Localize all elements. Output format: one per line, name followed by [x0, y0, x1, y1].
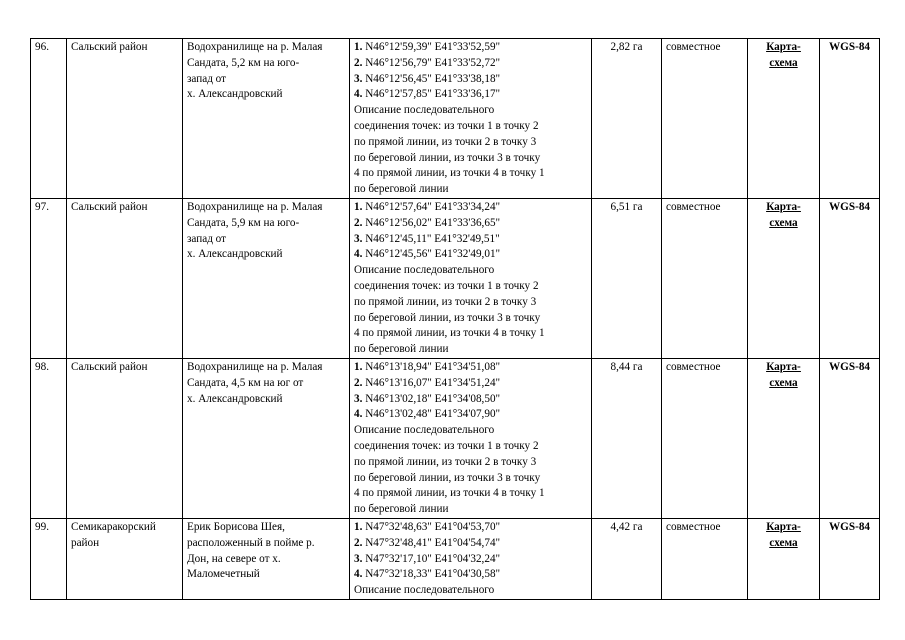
table-body	[31, 39, 880, 600]
description-line: Описание последовательного	[354, 584, 495, 597]
description-line: Описание последовательного	[354, 424, 495, 437]
map-link-line	[752, 360, 815, 376]
coordinate-line	[354, 200, 587, 216]
map-scheme-link[interactable]: Карта-	[766, 520, 801, 533]
point-number: 2.	[354, 376, 363, 389]
district-line: район	[71, 536, 100, 549]
coordinate-line	[354, 232, 587, 248]
object-line: Ерик Борисова Шея,	[187, 520, 285, 533]
object-line: Сандата, 5,2 км на юго-	[187, 56, 300, 69]
map-link-line	[752, 376, 815, 392]
map-link-cell	[748, 518, 820, 599]
description-line: по прямой линии, из точки 2 в точку 3	[354, 455, 537, 468]
object-line: Сандата, 5,9 км на юго-	[187, 216, 300, 229]
object-line: запад от	[187, 232, 227, 245]
map-link-line	[752, 520, 815, 536]
coordinate-line	[354, 536, 587, 552]
description-line: по береговой линии, из точки 3 в точку	[354, 151, 541, 164]
coordinate-system-cell: WGS-84	[820, 358, 880, 518]
coordinates-cell	[350, 518, 592, 599]
coordinate-line	[354, 360, 587, 376]
coordinate-line	[354, 567, 587, 583]
point-number: 1.	[354, 360, 363, 373]
district-cell	[67, 39, 183, 199]
object-line: расположенный в пойме р.	[187, 536, 315, 549]
point-coordinate: N46°12'59,39" E41°33'52,59"	[365, 41, 501, 53]
description-line: 4 по прямой линии, из точки 4 в точку 1	[354, 167, 545, 180]
point-number: 2.	[354, 216, 363, 229]
map-link-cell	[748, 358, 820, 518]
point-number: 4.	[354, 248, 363, 261]
district-cell	[67, 198, 183, 358]
object-line: Сандата, 4,5 км на юг от	[187, 376, 304, 389]
point-number: 4.	[354, 568, 363, 581]
description-line: 4 по прямой линии, из точки 4 в точку 1	[354, 487, 545, 500]
point-number: 2.	[354, 536, 363, 549]
object-line: запад от	[187, 72, 227, 85]
table-row	[31, 518, 880, 599]
district-line: Семикаракорский	[71, 520, 156, 533]
coordinate-line	[354, 72, 587, 88]
row-number: 99.	[31, 518, 67, 599]
description-line: Описание последовательного	[354, 264, 495, 277]
point-number: 4.	[354, 408, 363, 421]
area-cell: 4,42 га	[592, 518, 662, 599]
description-line: Описание последовательного	[354, 104, 495, 117]
map-link-line	[752, 216, 815, 232]
description-line: по прямой линии, из точки 2 в точку 3	[354, 135, 537, 148]
district-cell	[67, 358, 183, 518]
coordinate-line	[354, 56, 587, 72]
object-cell	[183, 518, 350, 599]
coordinate-line	[354, 407, 587, 423]
object-line: Маломечетный	[187, 568, 260, 581]
point-coordinate: N46°13'18,94" E41°34'51,08"	[365, 360, 501, 373]
area-cell: 2,82 га	[592, 39, 662, 199]
use-type-cell: совместное	[662, 39, 748, 199]
district-cell	[67, 518, 183, 599]
point-number: 3.	[354, 72, 363, 85]
row-number: 97.	[31, 198, 67, 358]
district-line: Сальский район	[71, 200, 148, 213]
object-line: х. Александровский	[187, 88, 283, 101]
description-line: по береговой линии, из точки 3 в точку	[354, 311, 541, 324]
description-line: соединения точек: из точки 1 в точку 2	[354, 439, 539, 452]
object-line: х. Александровский	[187, 392, 283, 405]
map-link-line	[752, 40, 815, 56]
map-scheme-link[interactable]: Карта-	[766, 360, 801, 373]
use-type-cell: совместное	[662, 198, 748, 358]
object-line: х. Александровский	[187, 248, 283, 261]
coordinate-system-cell: WGS-84	[820, 39, 880, 199]
map-scheme-link[interactable]: схема	[769, 216, 798, 229]
point-coordinate: N46°12'57,85" E41°33'36,17"	[365, 88, 501, 101]
object-line: Дон, на севере от х.	[187, 552, 281, 565]
description-line: 4 по прямой линии, из точки 4 в точку 1	[354, 327, 545, 340]
row-number: 98.	[31, 358, 67, 518]
map-link-line	[752, 200, 815, 216]
point-number: 1.	[354, 200, 363, 213]
point-coordinate: N46°12'45,11" E41°32'49,51"	[365, 232, 500, 245]
coordinate-line	[354, 376, 587, 392]
district-line: Сальский район	[71, 41, 148, 53]
point-coordinate: N47°32'48,63" E41°04'53,70"	[365, 520, 501, 533]
object-cell	[183, 39, 350, 199]
description-line: по береговой линии	[354, 503, 449, 516]
point-number: 3.	[354, 392, 363, 405]
point-coordinate: N47°32'17,10" E41°04'32,24"	[365, 552, 501, 565]
description-line: по прямой линии, из точки 2 в точку 3	[354, 295, 537, 308]
coordinate-line	[354, 40, 587, 56]
object-line: Водохранилище на р. Малая	[187, 200, 323, 213]
point-number: 4.	[354, 88, 363, 101]
coordinate-line	[354, 247, 587, 263]
point-number: 2.	[354, 56, 363, 69]
description-line: соединения точек: из точки 1 в точку 2	[354, 119, 539, 132]
description-line: соединения точек: из точки 1 в точку 2	[354, 279, 539, 292]
point-number: 1.	[354, 41, 363, 53]
object-line: Водохранилище на р. Малая	[187, 41, 323, 53]
coordinate-line	[354, 552, 587, 568]
object-line: Водохранилище на р. Малая	[187, 360, 323, 373]
coordinate-system-cell: WGS-84	[820, 198, 880, 358]
coordinate-line	[354, 87, 587, 103]
district-line: Сальский район	[71, 360, 148, 373]
coordinates-cell	[350, 358, 592, 518]
description-line: по береговой линии, из точки 3 в точку	[354, 471, 541, 484]
coordinate-line	[354, 216, 587, 232]
coordinate-line	[354, 520, 587, 536]
point-number: 1.	[354, 520, 363, 533]
point-coordinate: N47°32'48,41" E41°04'54,74"	[365, 536, 501, 549]
point-coordinate: N47°32'18,33" E41°04'30,58"	[365, 568, 501, 581]
coordinate-line	[354, 392, 587, 408]
point-coordinate: N46°13'02,48" E41°34'07,90"	[365, 408, 501, 421]
description-line: по береговой линии	[354, 183, 449, 196]
use-type-cell: совместное	[662, 358, 748, 518]
point-coordinate: N46°12'57,64" E41°33'34,24"	[365, 200, 501, 213]
object-cell	[183, 358, 350, 518]
point-number: 3.	[354, 552, 363, 565]
area-cell: 6,51 га	[592, 198, 662, 358]
coordinates-cell	[350, 198, 592, 358]
map-link-cell	[748, 39, 820, 199]
coordinates-cell	[350, 39, 592, 199]
point-coordinate: N46°13'02,18" E41°34'08,50"	[365, 392, 501, 405]
point-number: 3.	[354, 232, 363, 245]
table-row	[31, 358, 880, 518]
area-cell: 8,44 га	[592, 358, 662, 518]
coordinate-system-cell: WGS-84	[820, 518, 880, 599]
point-coordinate: N46°12'56,02" E41°33'36,65"	[365, 216, 501, 229]
map-scheme-link[interactable]: схема	[769, 56, 798, 69]
point-coordinate: N46°13'16,07" E41°34'51,24"	[365, 376, 501, 389]
table-row	[31, 198, 880, 358]
description-line: по береговой линии	[354, 343, 449, 356]
point-coordinate: N46°12'56,45" E41°33'38,18"	[365, 72, 501, 85]
registry-table	[30, 38, 880, 600]
table-row	[31, 39, 880, 199]
point-coordinate: N46°12'56,79" E41°33'52,72"	[365, 56, 501, 69]
map-link-line	[752, 56, 815, 72]
map-link-line	[752, 536, 815, 552]
map-scheme-link[interactable]: Карта-	[766, 200, 801, 213]
map-scheme-link[interactable]: Карта-	[766, 41, 801, 53]
use-type-cell: совместное	[662, 518, 748, 599]
map-link-cell	[748, 198, 820, 358]
row-number: 96.	[31, 39, 67, 199]
object-cell	[183, 198, 350, 358]
map-scheme-link[interactable]: схема	[769, 376, 798, 389]
map-scheme-link[interactable]: схема	[769, 536, 798, 549]
point-coordinate: N46°12'45,56" E41°32'49,01"	[365, 248, 501, 261]
